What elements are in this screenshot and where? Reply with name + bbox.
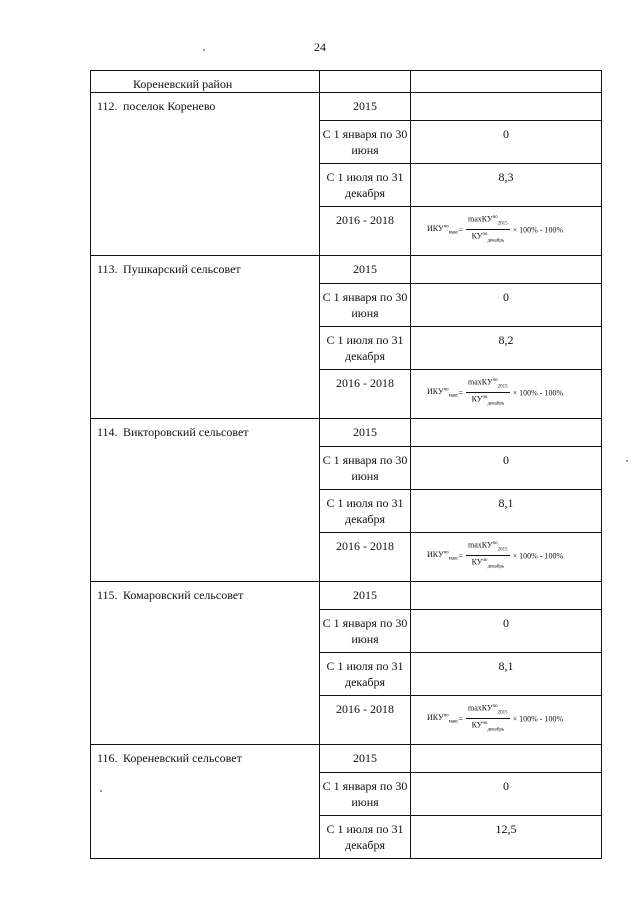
value-text: [411, 745, 601, 751]
place-name: Комаровский сельсовет: [123, 588, 244, 602]
table-row: [91, 93, 602, 121]
value-cell: [411, 816, 602, 859]
value-cell: [411, 696, 602, 745]
formula-equals: =: [458, 714, 464, 724]
formula-sup: чо: [443, 224, 449, 230]
period-label: С 1 января по 30 июня: [322, 127, 408, 157]
period-cell: [320, 93, 411, 121]
period-label: С 1 января по 30 июня: [322, 779, 408, 809]
value-text: 0: [503, 616, 509, 630]
period-label: 2016 - 2018: [336, 376, 394, 390]
period-label: С 1 июля по 31 декабря: [326, 659, 404, 689]
period-cell: [320, 370, 411, 419]
value-cell: [411, 370, 602, 419]
value-text: [411, 93, 601, 99]
value-cell: [411, 93, 602, 121]
row-number: 116.: [97, 751, 118, 765]
formula-lhs: ИКУ: [427, 223, 444, 233]
value-cell: [411, 207, 602, 256]
period-label: 2016 - 2018: [336, 213, 394, 227]
period-cell: [320, 745, 411, 773]
district-header-row: [91, 71, 602, 93]
formula-numerator: maxКУ: [468, 540, 493, 550]
value-cell: [411, 773, 602, 816]
period-cell: [320, 653, 411, 696]
formula-lhs: ИКУ: [427, 549, 444, 559]
table-row: [91, 582, 602, 610]
formula-denominator: КУ: [471, 231, 483, 241]
formula-sub: декабрь: [487, 564, 505, 570]
period-label: С 1 января по 30 июня: [322, 616, 408, 646]
value-text: 0: [503, 779, 509, 793]
place-cell: [91, 256, 320, 419]
formula-sub: 2015: [497, 710, 508, 716]
value-cell: [411, 653, 602, 696]
period-label: 2015: [353, 751, 377, 765]
formula-tail: × 100% - 100%: [512, 225, 564, 235]
place-cell: [91, 582, 320, 745]
period-cell: [320, 533, 411, 582]
formula-sup: чо: [492, 378, 498, 383]
row-number: 113.: [97, 262, 118, 276]
period-cell: [320, 582, 411, 610]
formula-sub: макс: [448, 719, 459, 725]
period-label: С 1 июля по 31 декабря: [326, 333, 404, 363]
period-label: 2016 - 2018: [336, 702, 394, 716]
empty-cell: [411, 71, 602, 93]
formula-sub: декабрь: [487, 401, 505, 407]
formula-sub: макс: [448, 230, 459, 236]
place-label: [91, 582, 319, 603]
period-label: 2015: [353, 262, 377, 276]
place-name: Кореневский сельсовет: [123, 751, 242, 765]
formula-sup: чо: [482, 395, 488, 401]
formula-numerator: maxКУ: [468, 703, 493, 713]
tariff-formula: [411, 207, 601, 247]
formula-sub: 2015: [497, 547, 508, 553]
value-cell: [411, 284, 602, 327]
formula-sub: макс: [448, 556, 459, 562]
value-text: 0: [503, 127, 509, 141]
place-name: Викторовский сельсовет: [123, 425, 249, 439]
value-cell: [411, 164, 602, 207]
period-cell: [320, 610, 411, 653]
period-cell: [320, 164, 411, 207]
period-label: С 1 января по 30 июня: [322, 290, 408, 320]
place-name: поселок Коренево: [123, 99, 216, 113]
formula-sup: чо: [492, 215, 498, 220]
period-label: 2015: [353, 99, 377, 113]
formula-sub: макс: [448, 393, 459, 399]
formula-sup: чо: [482, 558, 488, 564]
formula-sup: чо: [492, 541, 498, 546]
value-text: 8,3: [498, 170, 514, 184]
formula-tail: × 100% - 100%: [512, 388, 564, 398]
formula-sup: чо: [482, 721, 488, 727]
formula-tail: × 100% - 100%: [512, 714, 564, 724]
period-cell: [320, 490, 411, 533]
period-cell: [320, 121, 411, 164]
place-label: [91, 419, 319, 440]
row-number: 114.: [97, 425, 118, 439]
value-text: 0: [503, 453, 509, 467]
place-cell: [91, 419, 320, 582]
formula-equals: =: [458, 551, 464, 561]
formula-equals: =: [458, 388, 464, 398]
table-row: [91, 256, 602, 284]
period-label: С 1 июля по 31 декабря: [326, 170, 404, 200]
empty-cell: [320, 71, 411, 93]
formula-numerator: maxКУ: [468, 214, 493, 224]
value-cell: [411, 419, 602, 447]
period-label: 2015: [353, 588, 377, 602]
value-cell: [411, 533, 602, 582]
tariff-formula: [411, 696, 601, 736]
period-cell: [320, 419, 411, 447]
period-label: 2016 - 2018: [336, 539, 394, 553]
table-row: [91, 745, 602, 773]
value-text: 8,1: [498, 496, 514, 510]
formula-sup: чо: [443, 387, 449, 393]
tariff-formula: [411, 370, 601, 410]
formula-fraction: [466, 213, 510, 247]
formula-equals: =: [458, 225, 464, 235]
formula-numerator: maxКУ: [468, 377, 493, 387]
period-cell: [320, 207, 411, 256]
period-cell: [320, 327, 411, 370]
formula-lhs: ИКУ: [427, 712, 444, 722]
value-text: 8,2: [498, 333, 514, 347]
place-cell: [91, 93, 320, 256]
period-cell: [320, 773, 411, 816]
row-number: 112.: [97, 99, 118, 113]
value-cell: [411, 745, 602, 773]
formula-fraction: [466, 702, 510, 736]
scan-speck: [626, 460, 628, 462]
value-cell: [411, 582, 602, 610]
period-label: С 1 июля по 31 декабря: [326, 822, 404, 852]
table-row: [91, 419, 602, 447]
tariff-formula: [411, 533, 601, 573]
value-text: [411, 256, 601, 262]
period-cell: [320, 284, 411, 327]
value-text: [411, 582, 601, 588]
period-cell: [320, 256, 411, 284]
formula-sub: 2015: [497, 384, 508, 390]
formula-lhs: ИКУ: [427, 386, 444, 396]
period-cell: [320, 696, 411, 745]
period-cell: [320, 447, 411, 490]
place-name: Пушкарский сельсовет: [123, 262, 241, 276]
formula-sup: чо: [482, 232, 488, 238]
place-label: [91, 256, 319, 277]
place-cell: [91, 745, 320, 859]
formula-denominator: КУ: [471, 394, 483, 404]
formula-denominator: КУ: [471, 557, 483, 567]
value-cell: [411, 256, 602, 284]
period-label: С 1 июля по 31 декабря: [326, 496, 404, 526]
period-label: 2015: [353, 425, 377, 439]
row-number: 115.: [97, 588, 118, 602]
value-cell: [411, 447, 602, 490]
value-text: 0: [503, 290, 509, 304]
formula-fraction: [466, 539, 510, 573]
period-label: С 1 января по 30 июня: [322, 453, 408, 483]
value-cell: [411, 121, 602, 164]
value-text: 12,5: [495, 822, 517, 836]
formula-fraction: [466, 376, 510, 410]
value-cell: [411, 490, 602, 533]
formula-sup: чо: [492, 704, 498, 709]
place-label: [91, 745, 319, 766]
formula-sub: декабрь: [487, 238, 505, 244]
tariff-table: [90, 70, 602, 859]
formula-sup: чо: [443, 713, 449, 719]
page-number: 24: [314, 40, 326, 54]
value-cell: [411, 610, 602, 653]
formula-sub: декабрь: [487, 727, 505, 733]
formula-tail: × 100% - 100%: [512, 551, 564, 561]
value-cell: [411, 327, 602, 370]
formula-sup: чо: [443, 550, 449, 556]
value-text: 8,1: [498, 659, 514, 673]
district-cell: [91, 71, 320, 93]
place-label: [91, 93, 319, 114]
district-name: Кореневский район: [133, 77, 233, 91]
formula-sub: 2015: [497, 221, 508, 227]
formula-denominator: КУ: [471, 720, 483, 730]
scan-speck: [203, 49, 205, 51]
value-text: [411, 419, 601, 425]
period-cell: [320, 816, 411, 859]
